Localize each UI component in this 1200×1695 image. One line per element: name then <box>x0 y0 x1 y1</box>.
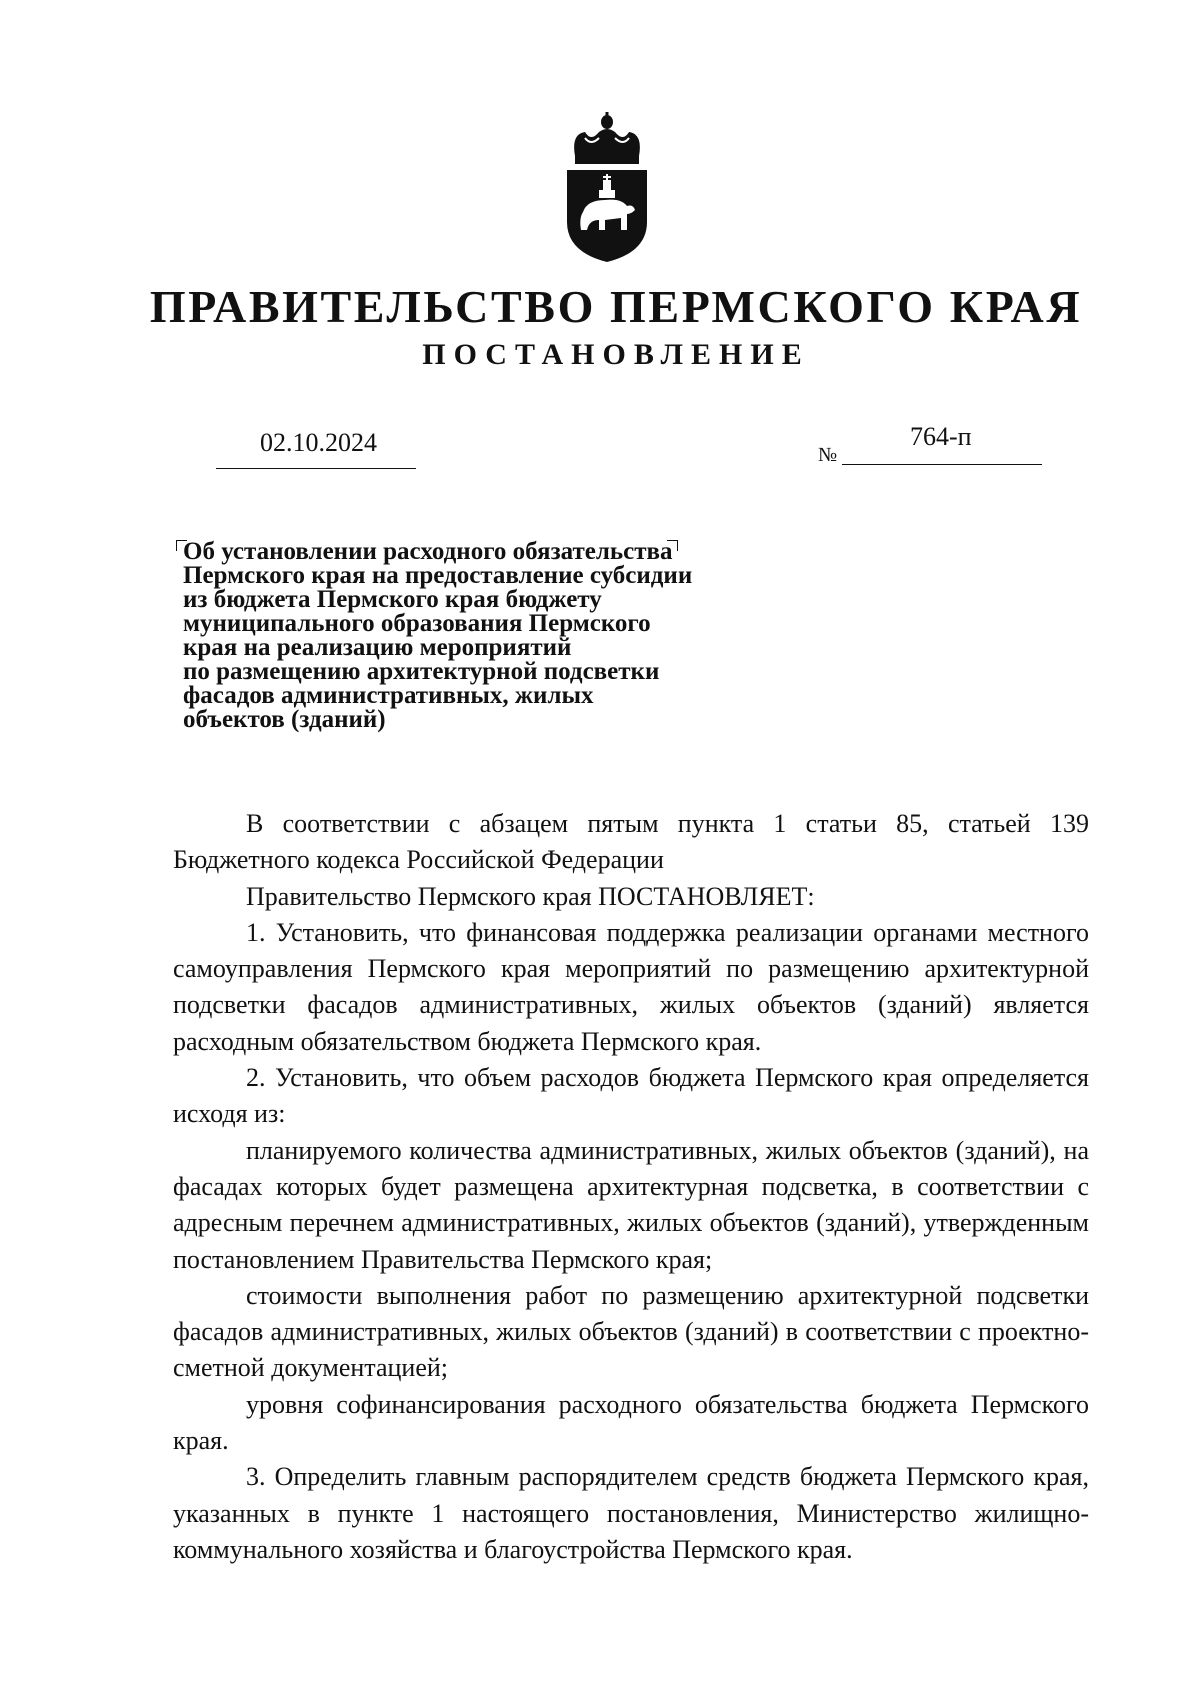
subject-line: по размещению архитектурной подсветки <box>183 658 660 685</box>
body-paragraph: 1. Установить, что финансовая поддержка реализации органами местного самоуправления Пермского края мероприятий по размещению архитектурной подсветки фасадов административных, жилых объектов (зданий) является расходным обязательством бюджета Пермского края. <box>173 917 1089 1056</box>
document-body <box>173 806 1089 1568</box>
body-paragraph: Правительство Пермского края ПОСТАНОВЛЯЕТ: <box>246 881 815 911</box>
perm-krai-coat-of-arms-icon <box>561 112 653 264</box>
document-number: 764-п <box>910 422 972 451</box>
date-field <box>216 424 416 469</box>
subject-line: Пермского края на предоставление субсидии <box>183 562 693 589</box>
number-field <box>842 420 1042 465</box>
document-date: 02.10.2024 <box>260 428 377 457</box>
body-paragraph: стоимости выполнения работ по размещению архитектурной подсветки фасадов административных, жилых объектов (зданий) в соответствии с проектно-сметной документацией; <box>173 1280 1089 1383</box>
subject-line: Об установлении расходного обязательства <box>183 538 673 565</box>
document-type-heading: ПОСТАНОВЛЕНИЕ <box>422 338 810 371</box>
subject-line: фасадов административных, жилых <box>183 682 594 709</box>
body-paragraph: уровня софинансирования расходного обязательства бюджета Пермского края. <box>173 1389 1089 1456</box>
body-paragraph: В соответствии с абзацем пятым пункта 1 статьи 85, статьей 139 Бюджетного кодекса Российской Федерации <box>173 809 1089 875</box>
subject-line: муниципального образования Пермского <box>183 610 651 637</box>
subject-line: края на реализацию мероприятий <box>183 634 572 661</box>
subject-line: объектов (зданий) <box>183 706 386 733</box>
body-paragraph: 2. Установить, что объем расходов бюджета Пермского края определяется исходя из: <box>173 1063 1089 1129</box>
number-sign: № <box>818 444 838 466</box>
document-subject <box>183 540 783 732</box>
body-paragraph: планируемого количества административных, жилых объектов (зданий), на фасадах которых будет размещена архитектурная подсветка, в соответствии с адресным перечнем административных, жилых объектов (зданий), утвержденным постановлением Правительства Пермского края; <box>173 1135 1089 1274</box>
organization-title: ПРАВИТЕЛЬСТВО ПЕРМСКОГО КРАЯ <box>149 281 1083 332</box>
body-paragraph: 3. Определить главным распорядителем средств бюджета Пермского края, указанных в пункте 1 настоящего постановления, Министерство жилищно-коммунального хозяйства и благоустройства Пермского края. <box>173 1462 1089 1564</box>
subject-line: из бюджета Пермского края бюджету <box>183 586 602 613</box>
